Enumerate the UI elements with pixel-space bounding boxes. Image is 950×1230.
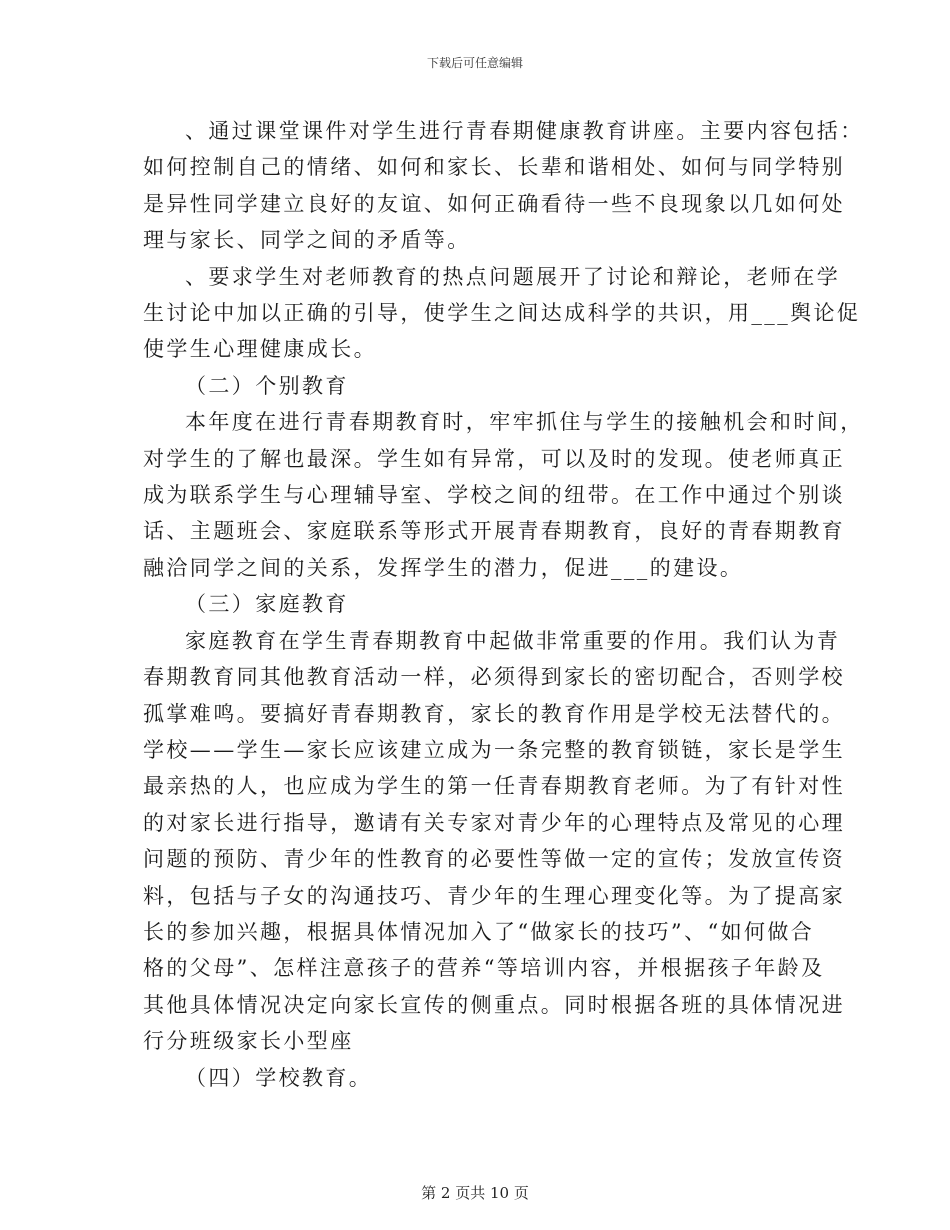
text-line: 格的父母”、怎样注意孩子的营养“等培训内容，并根据孩子年龄及 — [143, 956, 825, 981]
text-line: 的对家长进行指导，邀请有关专家对青少年的心理特点及常见的心理 — [143, 810, 845, 835]
text-line: 如何控制自己的情绪、如何和家长、长辈和谐相处、如何与同学特别 — [143, 155, 845, 180]
text-line: 春期教育同其他教育活动一样，必须得到家长的密切配合，否则学校 — [143, 665, 845, 690]
text-line: 融洽同学之间的关系，发挥学生的潜力，促进___的建设。 — [143, 555, 744, 580]
text-line: 行分班级家长小型座 — [143, 1029, 354, 1054]
text-line: 生讨论中加以正确的引导，使学生之间达成科学的共识，用___舆论促 — [143, 301, 861, 326]
text-line: 、要求学生对老师教育的热点问题展开了讨论和辩论，老师在学 — [185, 264, 841, 289]
text-line: 料，包括与子女的沟通技巧、青少年的生理心理变化等。为了提高家 — [143, 883, 845, 908]
text-line: 话、主题班会、家庭联系等形式开展青春期教育，良好的青春期教育 — [143, 519, 845, 544]
page-header: 下载后可任意编辑 — [426, 56, 523, 70]
text-line: 本年度在进行青春期教育时，牢牢抓住与学生的接触机会和时间， — [185, 410, 864, 435]
text-line: 其他具体情况决定向家长宣传的侧重点。同时根据各班的具体情况进 — [143, 992, 845, 1017]
text-line: 对学生的了解也最深。学生如有异常，可以及时的发现。使老师真正 — [143, 446, 845, 471]
text-line: 孤掌难鸣。要搞好青春期教育，家长的教育作用是学校无法替代的。 — [143, 701, 845, 726]
text-line: 家庭教育在学生青春期教育中起做非常重要的作用。我们认为青 — [185, 628, 841, 653]
text-line: 成为联系学生与心理辅导室、学校之间的纽带。在工作中通过个别谈 — [143, 483, 845, 508]
text-line: （四）学校教育。 — [185, 1065, 373, 1090]
text-line: 、通过课堂课件对学生进行青春期健康教育讲座。主要内容包括： — [185, 119, 864, 143]
text-line: （三）家庭教育 — [185, 592, 349, 617]
text-line: 学校——学生—家长应该建立成为一条完整的教育锁链，家长是学生 — [143, 737, 845, 762]
text-line: 最亲热的人，也应成为学生的第一任青春期教育老师。为了有针对性 — [143, 774, 845, 799]
document-body — [143, 113, 864, 1096]
text-line: 是异性同学建立良好的友谊、如何正确看待一些不良现象以几如何处 — [143, 191, 845, 216]
text-line: 长的参加兴趣，根据具体情况加入了“做家长的技巧”、“如何做合 — [143, 919, 815, 944]
text-line: （二）个别教育 — [185, 373, 349, 398]
text-line: 使学生心理健康成长。 — [143, 337, 377, 362]
page-footer: 第 2 页共 10 页 — [421, 1184, 529, 1202]
text-line: 问题的预防、青少年的性教育的必要性等做一定的宣传；发放宣传资 — [143, 847, 845, 872]
text-line: 理与家长、同学之间的矛盾等。 — [143, 228, 471, 253]
